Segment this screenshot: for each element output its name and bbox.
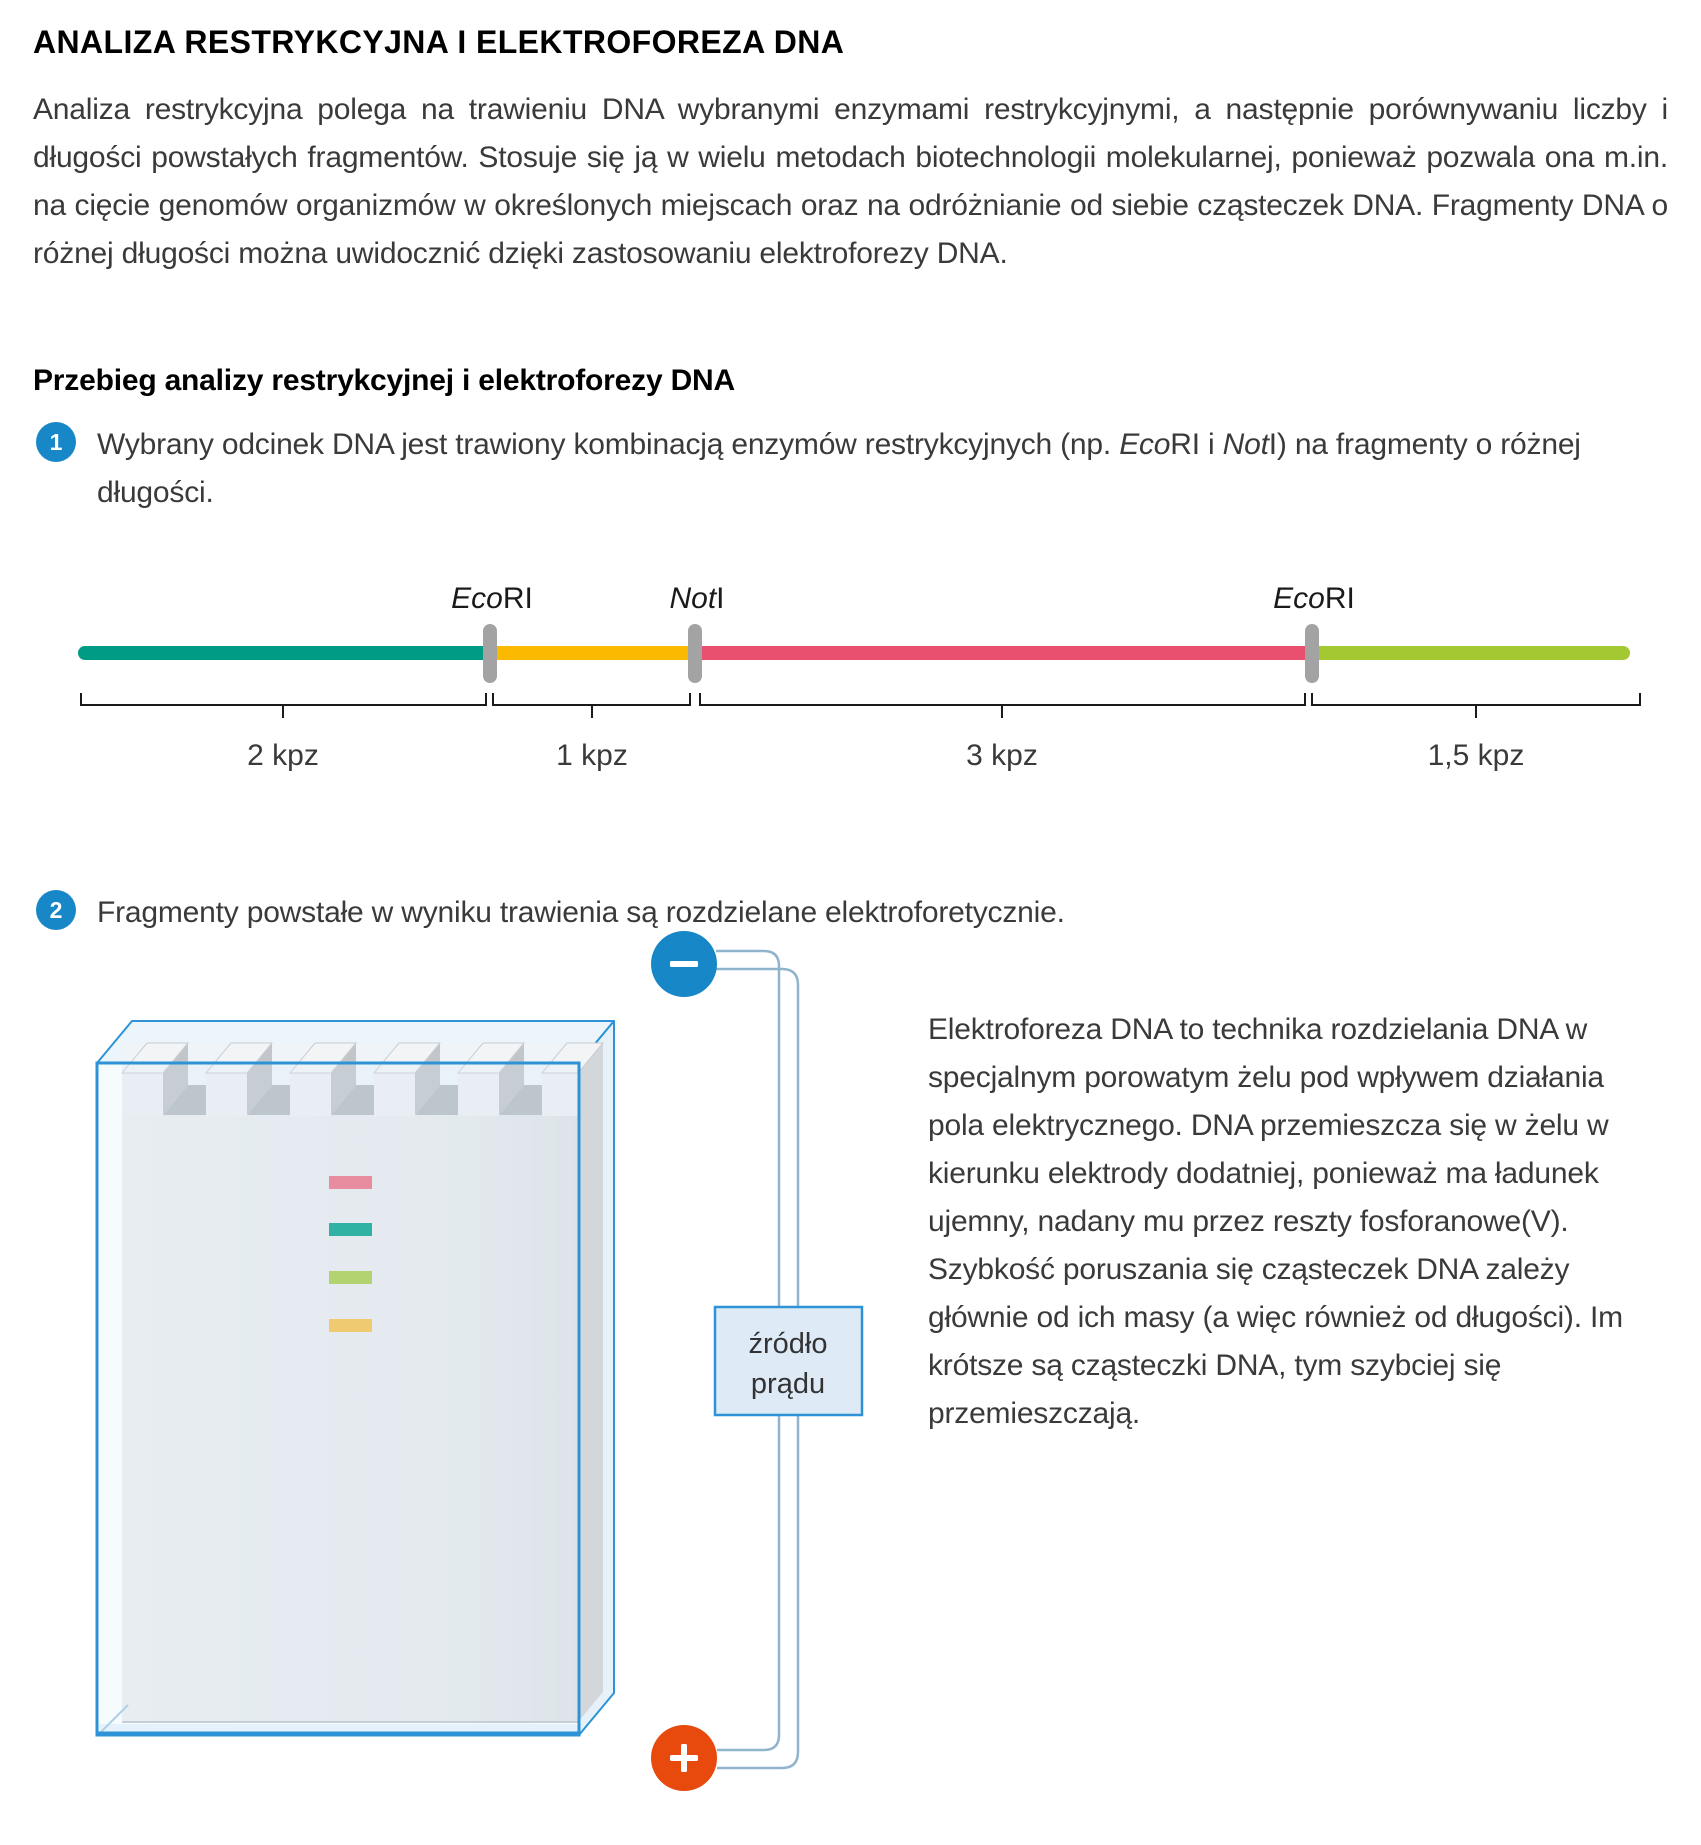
dna-segment-2kpz [78, 646, 490, 660]
power-source-label-line2: prądu [750, 1368, 826, 1400]
enzyme-ecori-rest: RI [1170, 428, 1200, 461]
step-1-text-before: Wybrany odcinek DNA jest trawiony kombinacją enzymów restrykcyjnych (np. [97, 428, 1120, 461]
dna-restriction-map [0, 560, 1701, 795]
gel-tank-front-face [97, 1063, 579, 1735]
page-title: ANALIZA RESTRYKCYJNA I ELEKTROFOREZA DNA [33, 24, 845, 60]
step-1 [36, 421, 1661, 517]
power-source-label-line1: źródło [748, 1328, 828, 1360]
dna-segment-3kpz [697, 646, 1312, 660]
measurement-brackets [81, 693, 1640, 718]
cut-site-label-1: EcoRI [451, 582, 533, 615]
electrophoresis-description: Elektroforeza DNA to technika rozdzielania DNA w specjalnym porowatym żelu pod wpływem działania pola elektrycznego. DNA przemieszcza się w żelu w kierunku elektrody dodatniej, ponieważ ma ładunek ujemny, nadany mu przez reszty fosforanowe(V). Szybkość poruszania się cząsteczek DNA zależy głównie od ich masy (a więc również od długości). Im krótsze są cząsteczki DNA, tym szybciej się przemieszczają. [928, 1013, 1623, 1430]
cut-site-label-3: EcoRI [1273, 582, 1355, 615]
positive-electrode [651, 1725, 717, 1791]
intro-paragraph: Analiza restrykcyjna polega na trawieniu DNA wybranymi enzymami restrykcyjnymi, a następnie porównywaniu liczby i długości powstałych fragmentów. Stosuje się ją w wielu metodach biotechnologii molekularnej, ponieważ pozwala ona m.in. na cięcie genomów organizmów w określonych miejscach oraz na odróżnianie od siebie cząsteczek DNA. Fragmenty DNA o różnej długości można uwidocznić dzięki zastosowaniu elektroforezy DNA. [33, 93, 1668, 270]
cut-marker-icon-3 [1305, 624, 1319, 683]
gel-slab-side-face [578, 1043, 603, 1722]
enzyme-noti-italic: Not [1222, 428, 1269, 461]
electrophoresis-apparatus [40, 895, 920, 1845]
fragment-length-1kpz: 1 kpz [556, 739, 628, 772]
cut-site-label-2: NotI [669, 582, 725, 615]
step-1-badge: 1 [36, 422, 76, 462]
fragment-length-3kpz: 3 kpz [966, 739, 1038, 772]
cut-marker-icon-1 [483, 624, 497, 683]
fragment-length-15kpz: 1,5 kpz [1427, 739, 1525, 772]
dna-segment-1kpz [490, 646, 697, 660]
step-1-conjunction: i [1199, 428, 1223, 461]
dna-segment-15kpz [1312, 646, 1630, 660]
fragment-length-2kpz: 2 kpz [247, 739, 319, 772]
step-2-badge: 2 [36, 890, 76, 930]
negative-electrode [651, 931, 717, 997]
section-heading: Przebieg analizy restrykcyjnej i elektroforezy DNA [33, 364, 735, 397]
step-1-text-after: ) na fragmenty o różnej długości. [97, 428, 1581, 509]
step-1-text [97, 421, 1661, 517]
minus-icon [670, 961, 698, 967]
enzyme-noti-rest: I [1268, 428, 1277, 461]
power-source-box [715, 1307, 862, 1415]
cut-marker-icon-2 [688, 624, 702, 683]
step-2-text: Fragmenty powstałe w wyniku trawienia są rozdzielane elektroforetycznie. [97, 896, 1065, 929]
enzyme-ecori-italic: Eco [1119, 428, 1171, 461]
